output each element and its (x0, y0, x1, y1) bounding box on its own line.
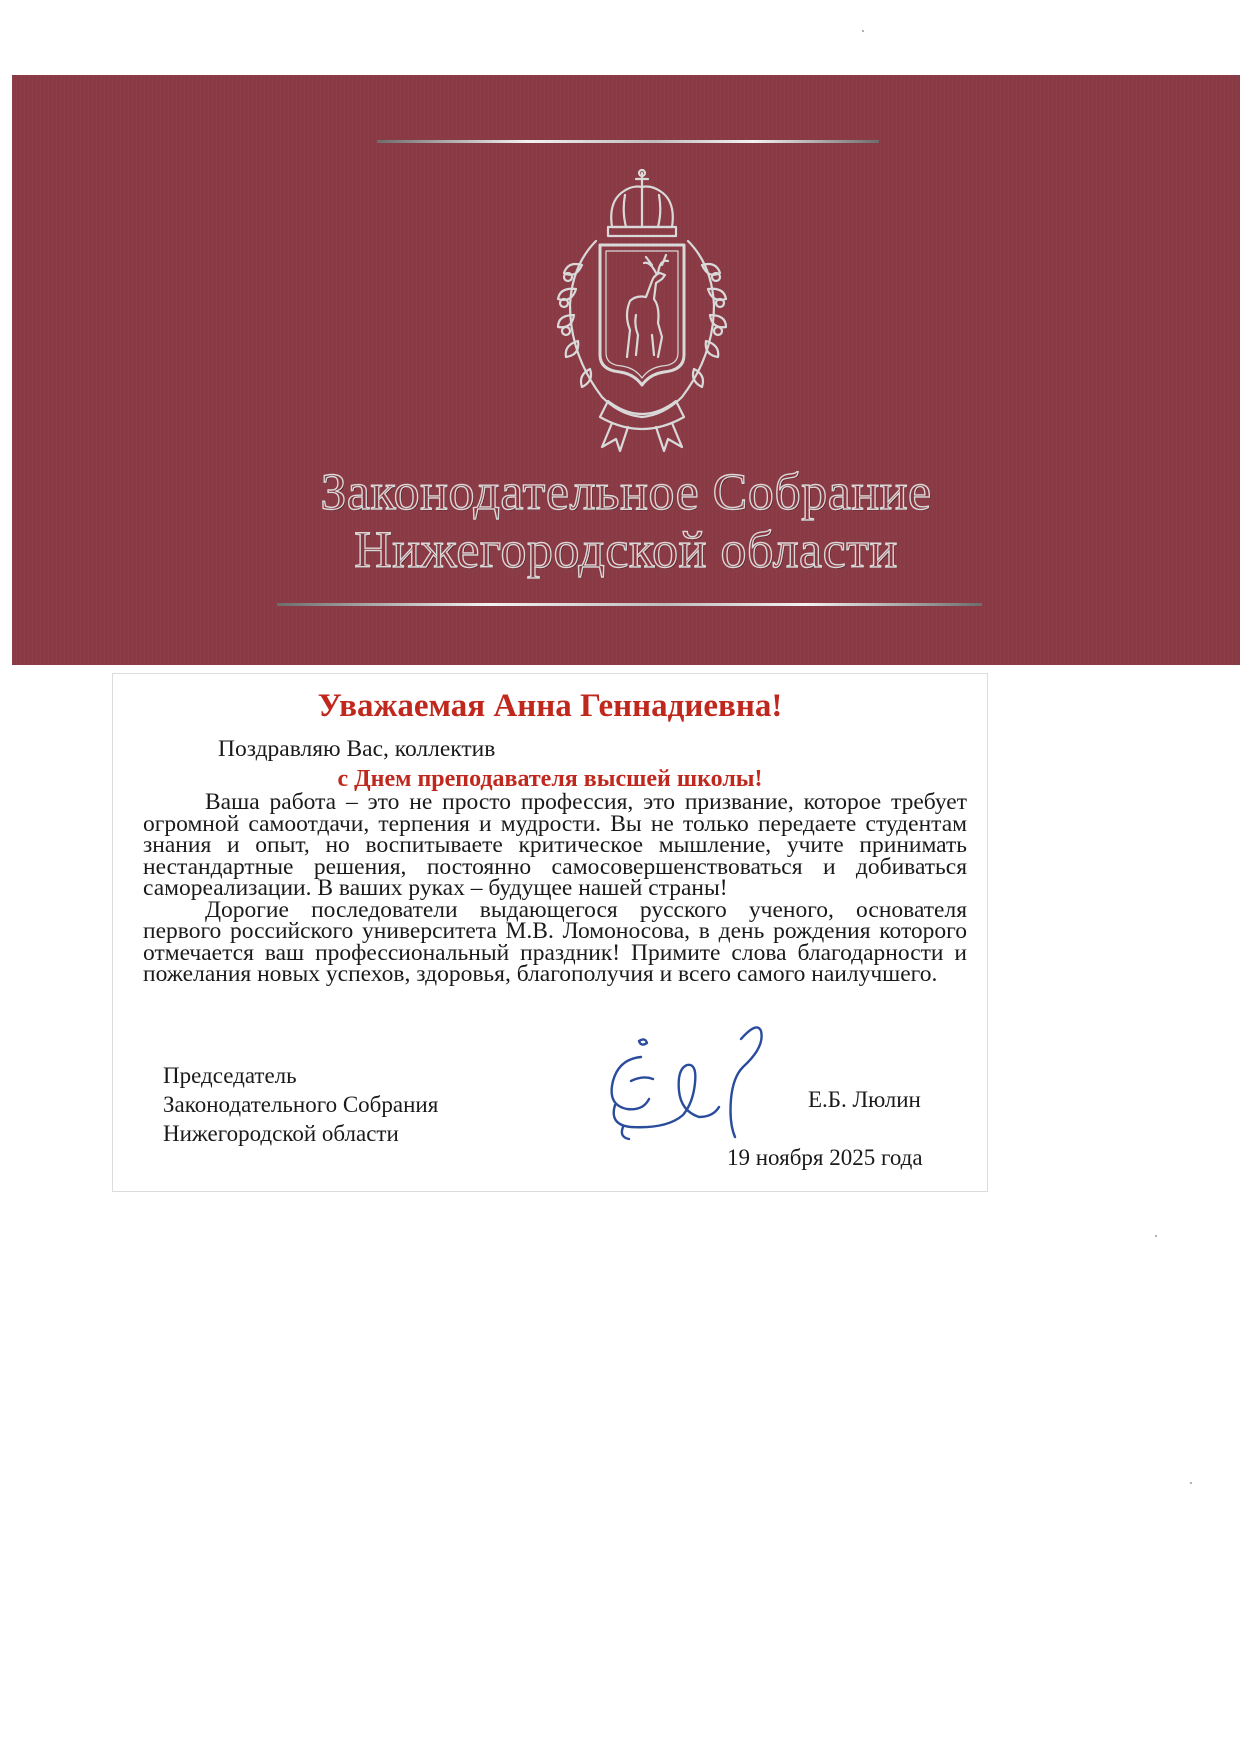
occasion-line: с Днем преподавателя высшей школы! (337, 766, 763, 792)
cover-org-name-line1: Законодательное Собрание (320, 464, 932, 521)
cover-org-name-line2: Нижегородской области (354, 522, 898, 579)
greeting-line: Поздравляю Вас, коллектив (218, 736, 496, 762)
body-paragraph: Дорогие последователи выдающегося русского ученого, основателя первого российского университета М.В. Ломоносова, в день рождения которого отмечается ваш профессиональный праздник! Примите слова благодарности и пожелания новых успехов, здоровья, благополучия и всего самого наилучшего. (143, 896, 967, 987)
position-line: Нижегородской области (163, 1121, 399, 1146)
position-line: Председатель (163, 1063, 297, 1088)
signer-name: Е.Б. Люлин (808, 1087, 921, 1112)
scan-speck (862, 30, 864, 32)
letter-date: 19 ноября 2025 года (727, 1145, 923, 1170)
salutation: Уважаемая Анна Геннадиевна! (317, 688, 783, 724)
cover-bottom-rule (277, 603, 982, 606)
position-line: Законодательного Собрания (163, 1092, 439, 1117)
letter-insert (112, 673, 988, 1192)
cover-top-rule (377, 140, 879, 143)
card-cover (12, 75, 1240, 665)
letter-body (143, 789, 967, 987)
handwritten-signature (583, 1019, 813, 1159)
scan-speck (1190, 1482, 1192, 1484)
body-paragraph: Ваша работа – это не просто профессия, это призвание, которое требует огромной самоотдачи, терпения и мудрости. Вы не только передаете студентам знания и опыт, но воспитываете критическое мышление, учите принимать нестандартные решения, постоянно самосовершенствоваться и добиваться самореализации. В ваших руках – будущее нашей страны! (143, 789, 967, 901)
coat-of-arms-icon (512, 165, 772, 455)
scan-speck (1155, 1235, 1157, 1237)
signer-position (163, 1061, 438, 1148)
